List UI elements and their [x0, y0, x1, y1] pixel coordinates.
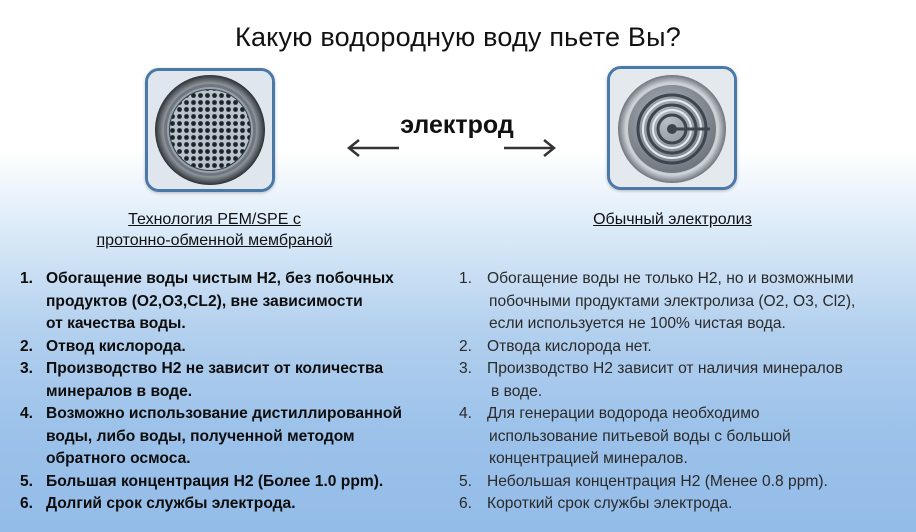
list-item	[459, 336, 909, 359]
list-item-line: Большая концентрация Н2 (Более 1.0 ppm).	[46, 472, 384, 490]
list-item	[459, 268, 909, 336]
pem-electrode-image	[145, 68, 275, 192]
list-item-number: 4.	[20, 405, 34, 422]
list-item-line: Производство Н2 не зависит от количества	[46, 360, 384, 377]
list-item	[459, 471, 909, 494]
list-item	[459, 493, 909, 516]
list-item-line: Для генерации водорода необходимо	[487, 405, 760, 422]
list-item-line: Небольшая концентрация Н2 (Менее 0.8 ppm).	[487, 472, 828, 490]
pem-advantages-list	[20, 268, 440, 516]
list-item-line: от качества воды.	[46, 315, 186, 332]
list-item-number: 1.	[459, 270, 473, 287]
list-item-number: 2.	[20, 337, 34, 355]
page-title: Какую водородную воду пьете Вы?	[235, 22, 681, 52]
list-item-line: Обогащение воды не только Н2, но и возможными	[487, 270, 854, 287]
list-item	[20, 493, 440, 516]
list-item-line: Отвод кислорода.	[46, 337, 186, 355]
electrode-label: электрод	[400, 111, 514, 139]
list-item-number: 3.	[20, 360, 34, 377]
electrolysis-heading-text: Обычный электролиз	[593, 211, 752, 228]
list-item	[20, 268, 440, 336]
list-item-number: 6.	[20, 495, 34, 512]
list-item-number: 5.	[20, 472, 34, 490]
pem-heading-line2: протонно-обменной мембраной	[96, 232, 333, 249]
list-item-line: обратного осмоса.	[46, 450, 191, 467]
list-item-line: использование питьевой воды с большой	[489, 427, 791, 445]
list-item-number: 6.	[459, 495, 473, 512]
list-item-number: 2.	[459, 337, 473, 355]
list-item-line: Производство Н2 зависит от наличия минералов	[487, 360, 843, 377]
list-item-line: в воде.	[491, 382, 543, 400]
list-item	[459, 403, 909, 471]
list-item-line: Отвода кислорода нет.	[487, 337, 652, 355]
conventional-electrode-image	[607, 66, 737, 190]
list-item	[20, 403, 440, 471]
list-item-line: Долгий срок службы электрода.	[46, 495, 296, 512]
list-item-line: воды, либо воды, полученной методом	[46, 427, 355, 445]
list-item	[20, 358, 440, 403]
pem-heading-line1: Технология PEM/SPE с	[128, 211, 301, 228]
list-item-number: 5.	[459, 472, 473, 490]
list-item	[20, 471, 440, 494]
list-item-line: побочными продуктами электролиза (O2, O3, Cl2),	[489, 292, 856, 310]
list-item-line: Возможно использование дистиллированной	[46, 405, 403, 422]
list-item-number: 3.	[459, 360, 473, 377]
list-item-number: 4.	[459, 405, 473, 422]
electrolysis-heading	[570, 209, 775, 230]
list-item-line: продуктов (O2,O3,CL2), вне зависимости	[46, 292, 363, 310]
list-item-line: концентрацией минералов.	[489, 450, 688, 467]
electrolysis-features-list	[459, 268, 909, 516]
list-item	[20, 336, 440, 359]
list-item-line: Обогащение воды чистым Н2, без побочных	[46, 270, 394, 287]
list-item	[459, 358, 909, 403]
arrow-right-icon	[502, 137, 558, 159]
list-item-line: если используется не 100% чистая вода.	[489, 315, 786, 332]
pem-heading	[62, 209, 367, 251]
list-item-number: 1.	[20, 270, 34, 287]
arrow-left-icon	[345, 137, 401, 159]
list-item-line: минералов в воде.	[46, 382, 193, 400]
list-item-line: Короткий срок службы электрода.	[487, 495, 733, 512]
